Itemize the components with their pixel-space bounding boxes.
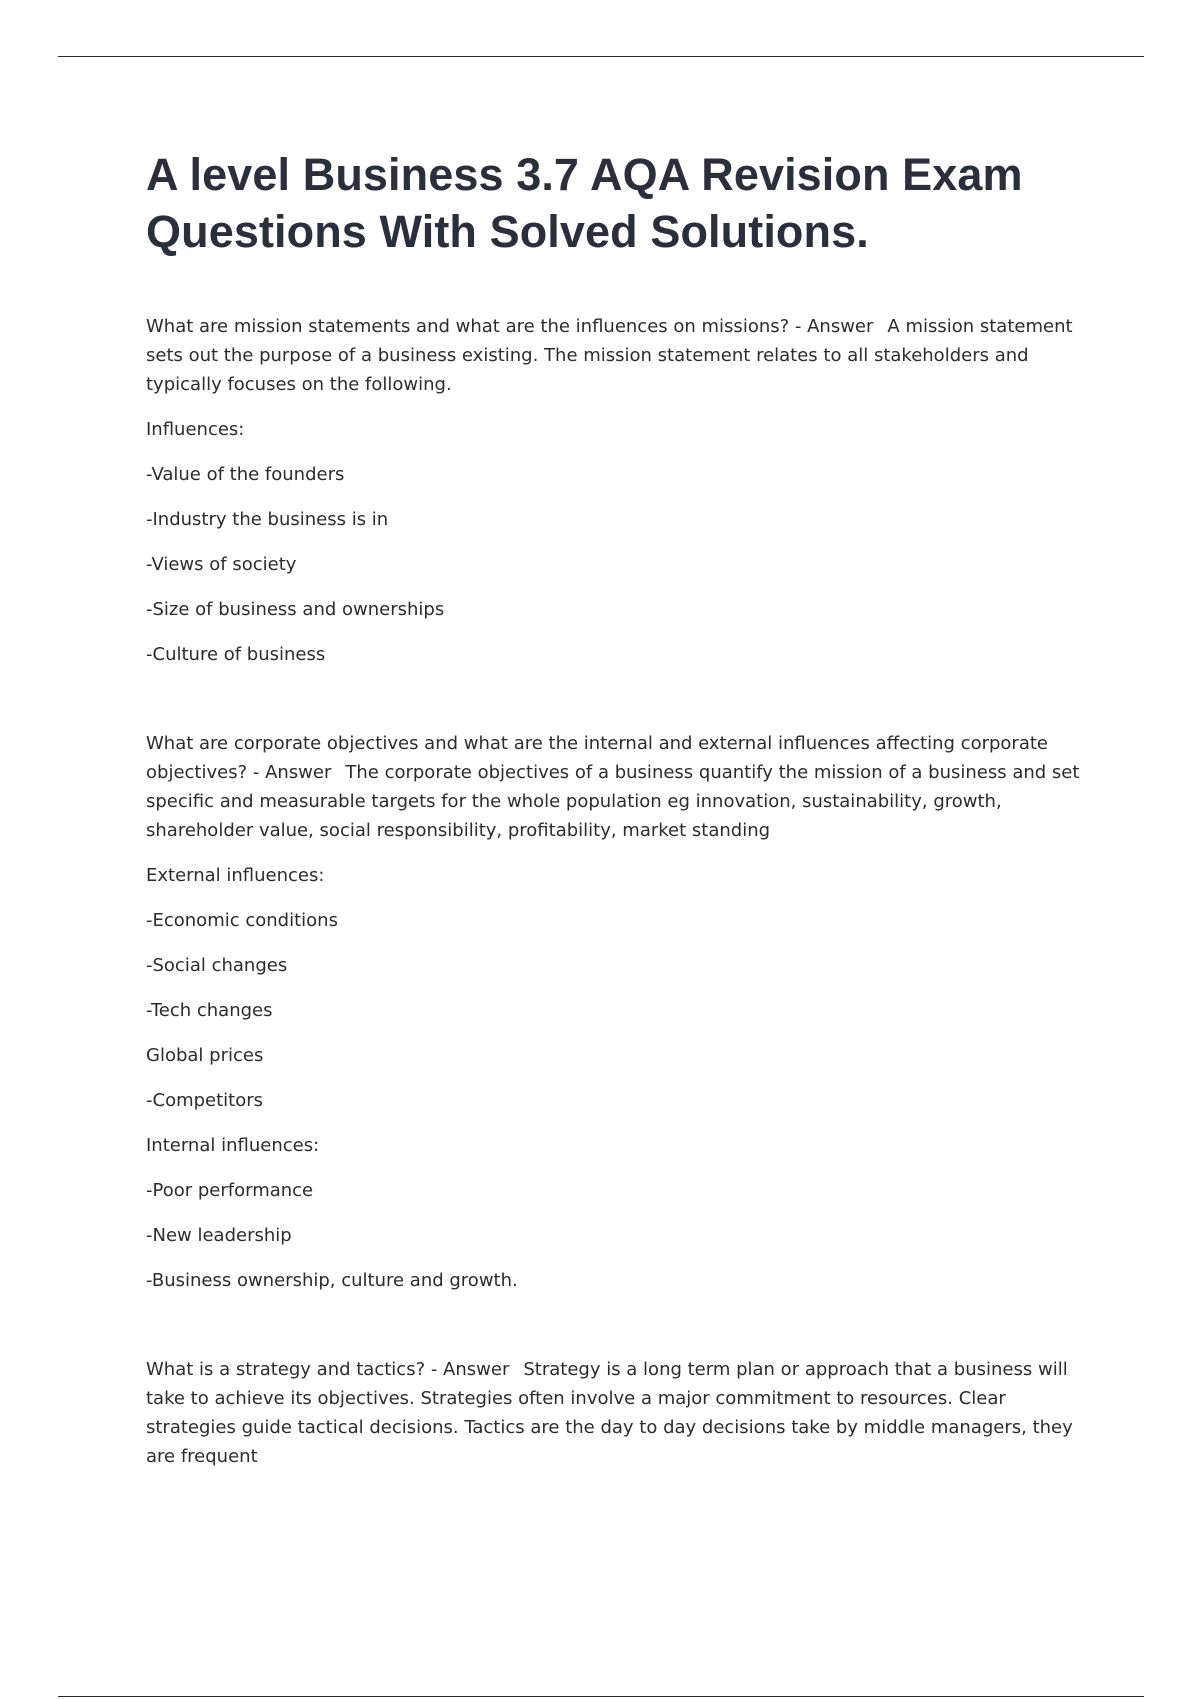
list-item: Internal influences:: [146, 1135, 320, 1156]
qa-paragraph: [146, 729, 1096, 845]
list-item: -Competitors: [146, 1090, 264, 1111]
qa-paragraph: [146, 1355, 1096, 1471]
question-text: What are mission statements and what are the influences on missions? - Answer: [146, 316, 874, 337]
document-body: [146, 146, 1096, 1531]
list-item: -Culture of business: [146, 644, 326, 665]
list-item: -Business ownership, culture and growth.: [146, 1270, 518, 1291]
list-item: -Views of society: [146, 554, 297, 575]
page-title: A level Business 3.7 AQA Revision Exam Questions With Solved Solutions.: [146, 149, 1023, 257]
answer-text: The corporate objectives of a business quantify the mission of a business and set specific and measurable targets for the whole population eg innovation, sustainability, growth, shareholder value, social responsibility, profitability, market standing: [146, 762, 1080, 841]
list-item: -Poor performance: [146, 1180, 314, 1201]
list-item: -Value of the founders: [146, 464, 345, 485]
list-item: Influences:: [146, 419, 245, 440]
bottom-divider: [58, 1696, 1144, 1697]
list-item: -Industry the business is in: [146, 509, 389, 530]
qa-block: [146, 312, 1096, 669]
qa-list: [146, 312, 1096, 1471]
qa-paragraph: [146, 312, 1096, 399]
question-text: What is a strategy and tactics? - Answer: [146, 1359, 510, 1380]
question-text: What are corporate objectives and what are the internal and external influences affecting corporate objectives? - Answer: [146, 733, 1048, 783]
qa-block: [146, 729, 1096, 1295]
answer-text: A mission statement sets out the purpose of a business existing. The mission statement relates to all stakeholders and typically focuses on the following.: [146, 316, 1073, 395]
list-item: -Size of business and ownerships: [146, 599, 445, 620]
list-item: -Tech changes: [146, 1000, 273, 1021]
top-divider: [58, 56, 1144, 57]
list-item: Global prices: [146, 1045, 264, 1066]
qa-block: [146, 1355, 1096, 1471]
list-item: External influences:: [146, 865, 325, 886]
list-item: -New leadership: [146, 1225, 292, 1246]
list-item: -Economic conditions: [146, 910, 338, 931]
list-item: -Social changes: [146, 955, 288, 976]
answer-text: Strategy is a long term plan or approach that a business will take to achieve its objectives. Strategies often involve a major commitment to resources. Clear strategies guide tactical decisions. Tactics are the day to day decisions take by middle managers, they are frequent: [146, 1359, 1073, 1467]
